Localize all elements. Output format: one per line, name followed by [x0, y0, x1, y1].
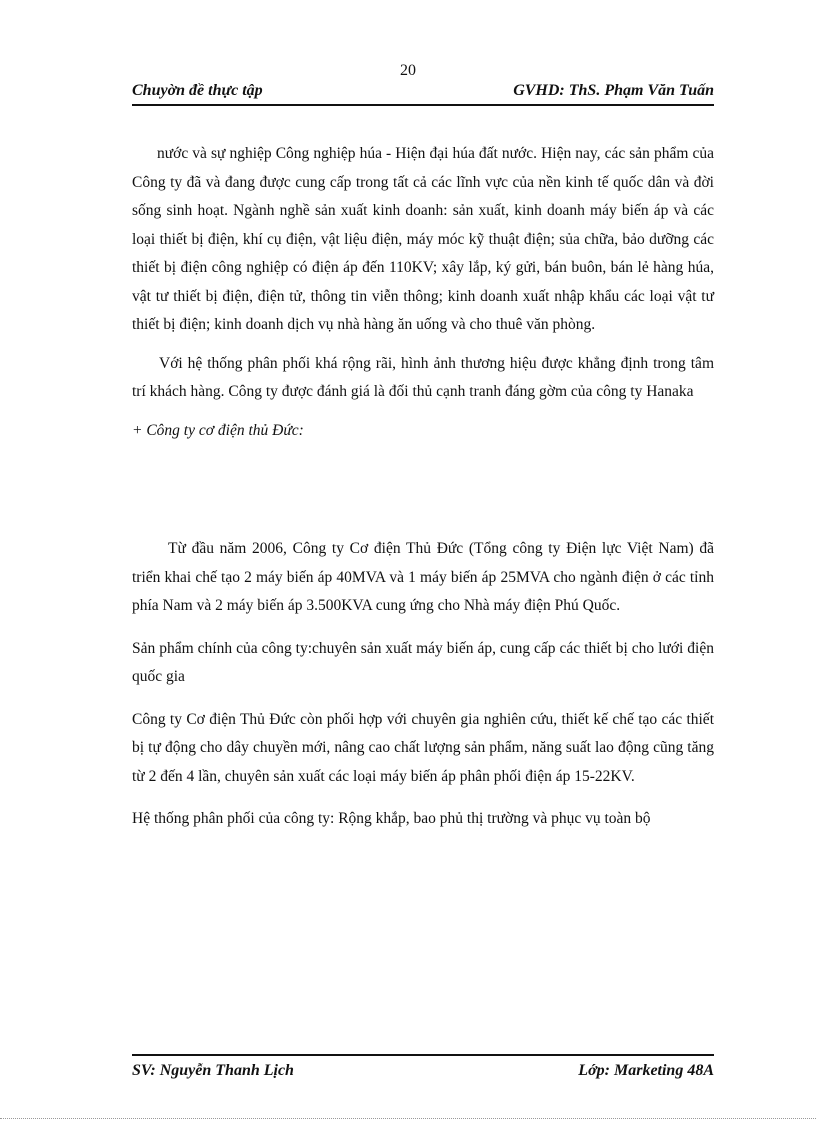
page-footer — [132, 1054, 714, 1086]
paragraph-distribution-system: Với hệ thống phân phối khá rộng rãi, hình ảnh thương hiệu được khẳng định trong tâm trí khách hàng. Công ty được đánh giá là đối thủ cạnh tranh đáng gờm của công ty Hanaka — [132, 354, 714, 400]
page-bottom-divider — [0, 1118, 816, 1119]
paragraph-distribution-network: Hệ thống phân phối của công ty: Rộng khắp, bao phủ thị trường và phục vụ toàn bộ — [132, 810, 651, 827]
document-body — [132, 140, 714, 834]
paragraph-research-cooperation: Công ty Cơ điện Thủ Đức còn phối hợp với chuyên gia nghiên cứu, thiết kế chế tạo các thiết bị tự động cho dây chuyền mới, nâng cao chất lượng sản phẩm, năng suất lao động cũng tăng từ 2 đến 4 lần, chuyên sản xuất các loại máy biến áp phân phối điện áp 15-22KV. — [132, 710, 714, 785]
footer-student-name: SV: Nguyễn Thanh Lịch — [132, 1062, 294, 1079]
paragraph-company-products: nước và sự nghiệp Công nghiệp húa - Hiện đại húa đất nước. Hiện nay, các sản phẩm của Công ty đã và đang được cung cấp trong tất cả các lĩnh vực của nền kinh tế quốc dân và đời sống sinh hoạt. Ngành nghề sản xuất kinh doanh: sản xuất, kinh doanh máy biến áp và các loại thiết bị điện, khí cụ điện, vật liệu điện, máy móc kỹ thuật điện; sủa chữa, bảo dưỡng các thiết bị điện công nghiệp có điện áp đến 110KV; xây lắp, ký gửi, bán buôn, bán lẻ hàng húa, vật tư thiết bị điện, điện tử, thông tin viễn thông; kinh doanh xuất nhập khẩu các loại vật tư thiết bị điện; kinh doanh dịch vụ nhà hàng ăn uống và cho thuê văn phòng. — [132, 145, 714, 333]
page-header — [132, 82, 714, 106]
paragraph-thu-duc-history: Từ đầu năm 2006, Công ty Cơ điện Thủ Đức (Tổng công ty Điện lực Việt Nam) đã triển khai chế tạo 2 máy biến áp 40MVA và 1 máy biến áp 25MVA cho ngành điện ở các tỉnh phía Nam và 2 máy biến áp 3.500KVA cung ứng cho Nhà máy điện Phú Quốc. — [132, 540, 714, 614]
header-supervisor: GVHD: ThS. Phạm Văn Tuấn — [513, 82, 714, 99]
page-number: 20 — [400, 62, 416, 79]
paragraph-main-products: Sản phẩm chính của công ty:chuyên sản xuất máy biến áp, cung cấp các thiết bị cho lưới điện quốc gia — [132, 639, 714, 685]
section-heading-thu-duc: + Công ty cơ điện thủ Đức: — [132, 421, 304, 439]
footer-class: Lớp: Marketing 48A — [578, 1062, 714, 1079]
header-document-title: Chuyờn đề thực tập — [132, 82, 263, 99]
